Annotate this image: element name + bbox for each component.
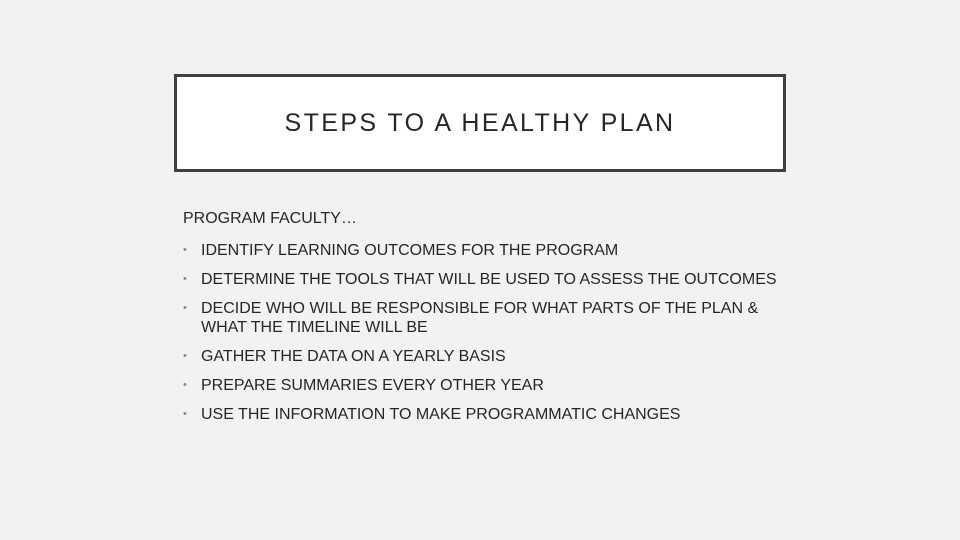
title-box: [174, 74, 786, 172]
bullet-list: [183, 241, 783, 424]
bullet-icon: •: [183, 244, 187, 256]
intro-text: PROGRAM FACULTY…: [183, 210, 357, 227]
bullet-icon: •: [183, 350, 187, 362]
slide-title: STEPS TO A HEALTHY PLAN: [284, 108, 676, 137]
list-item: [183, 270, 783, 289]
slide-content: [183, 209, 783, 434]
list-item-text: DETERMINE THE TOOLS THAT WILL BE USED TO ASSESS THE OUTCOMES: [201, 271, 777, 288]
list-item-text: USE THE INFORMATION TO MAKE PROGRAMMATIC CHANGES: [201, 406, 681, 423]
list-item-text: GATHER THE DATA ON A YEARLY BASIS: [201, 348, 506, 365]
bullet-icon: •: [183, 273, 187, 285]
bullet-icon: •: [183, 302, 187, 314]
list-item: [183, 376, 783, 395]
list-item-text: IDENTIFY LEARNING OUTCOMES FOR THE PROGRAM: [201, 242, 619, 259]
list-item: [183, 241, 783, 260]
list-item: [183, 347, 783, 366]
list-item-text: PREPARE SUMMARIES EVERY OTHER YEAR: [201, 377, 544, 394]
list-item: [183, 299, 783, 337]
list-item: [183, 405, 783, 424]
bullet-icon: •: [183, 379, 187, 391]
list-item-text: DECIDE WHO WILL BE RESPONSIBLE FOR WHAT PARTS OF THE PLAN & WHAT THE TIMELINE WILL BE: [201, 300, 759, 336]
bullet-icon: •: [183, 408, 187, 420]
